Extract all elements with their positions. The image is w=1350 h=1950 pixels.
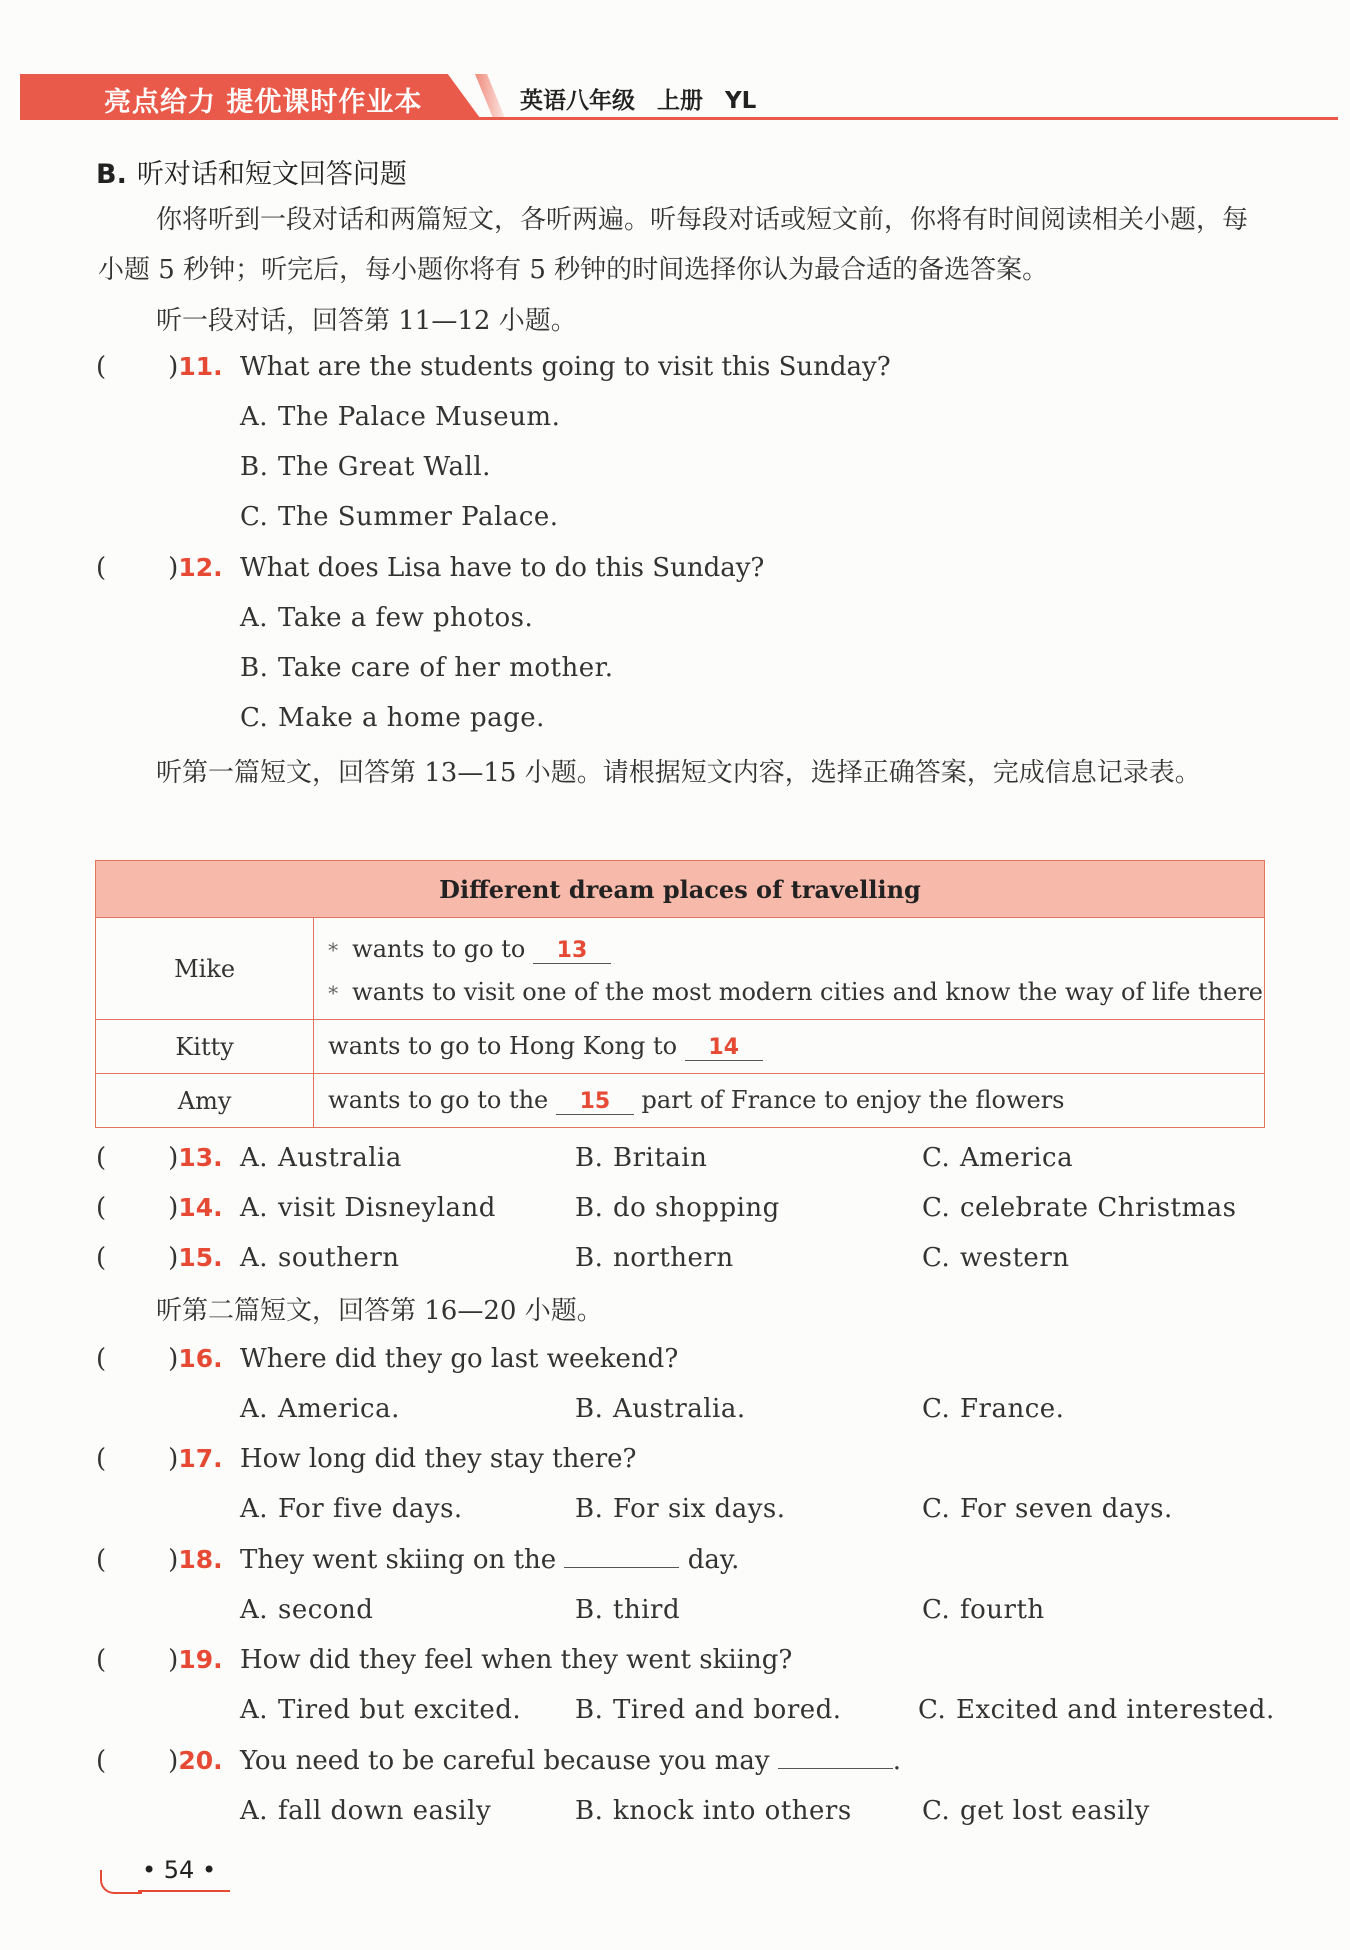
- q17-option-c[interactable]: C. For seven days.: [922, 1494, 1173, 1524]
- question-number: 18.: [178, 1545, 223, 1574]
- section-letter: B.: [96, 159, 127, 190]
- blank-13[interactable]: 13: [533, 939, 611, 964]
- answer-bracket-18[interactable]: ( )18.: [96, 1545, 223, 1575]
- q16-option-b[interactable]: B. Australia.: [575, 1394, 746, 1424]
- answer-blank[interactable]: [778, 1748, 893, 1769]
- question-11-text: What are the students going to visit this Sunday?: [240, 352, 891, 382]
- table-title: Different dream places of travelling: [96, 861, 1265, 918]
- question-number: 13.: [178, 1143, 223, 1172]
- q19-option-c[interactable]: C. Excited and interested.: [918, 1695, 1275, 1725]
- answer-bracket-20[interactable]: ( )20.: [96, 1746, 223, 1776]
- q11-option-c[interactable]: C. The Summer Palace.: [240, 502, 559, 532]
- header-band-edge: [475, 74, 505, 118]
- q11-option-b[interactable]: B. The Great Wall.: [240, 452, 491, 482]
- part1-intro: [98, 296, 1268, 346]
- q13-option-b[interactable]: B. Britain: [575, 1143, 708, 1173]
- part1-intro-text: 听一段对话，回答第 11—12 小题。: [156, 306, 577, 336]
- answer-bracket-11[interactable]: ( )11.: [96, 352, 223, 382]
- q15-option-c[interactable]: C. western: [922, 1243, 1070, 1273]
- answer-bracket-17[interactable]: ( )17.: [96, 1444, 223, 1474]
- q14-option-c[interactable]: C. celebrate Christmas: [922, 1193, 1237, 1223]
- answer-bracket-12[interactable]: ( )12.: [96, 553, 223, 583]
- q20-option-c[interactable]: C. get lost easily: [922, 1796, 1150, 1826]
- q16-option-a[interactable]: A. America.: [240, 1394, 400, 1424]
- table-name-amy: Amy: [96, 1074, 314, 1128]
- q19-option-b[interactable]: B. Tired and bored.: [575, 1695, 842, 1725]
- q11-option-a[interactable]: A. The Palace Museum.: [240, 402, 561, 432]
- question-number: 14.: [178, 1193, 223, 1222]
- table-name-mike: Mike: [96, 918, 314, 1020]
- q13-option-a[interactable]: A. Australia: [240, 1143, 402, 1173]
- question-number: 12.: [178, 553, 223, 582]
- page-number-rule: [138, 1890, 230, 1892]
- section-title: [96, 152, 407, 191]
- q12-option-c[interactable]: C. Make a home page.: [240, 703, 545, 733]
- q20-option-a[interactable]: A. fall down easily: [240, 1796, 492, 1826]
- answer-bracket-14[interactable]: ( )14.: [96, 1193, 223, 1223]
- page-header: [20, 74, 1338, 120]
- table-cell-mike: * wants to go to 13 * wants to visit one of the most modern cities and know the way of life there: [314, 918, 1265, 1020]
- q14-option-a[interactable]: A. visit Disneyland: [240, 1193, 496, 1223]
- q18-option-c[interactable]: C. fourth: [922, 1595, 1045, 1625]
- q16-option-c[interactable]: C. France.: [922, 1394, 1065, 1424]
- blank-14[interactable]: 14: [685, 1036, 763, 1061]
- instructions-text: 你将听到一段对话和两篇短文，各听两遍。听每段对话或短文前，你将有时间阅读相关小题，每小题 5 秒钟；听完后，每小题你将有 5 秒钟的时间选择你认为最合适的备选答案。: [98, 205, 1249, 285]
- question-number: 17.: [178, 1444, 223, 1473]
- q15-option-b[interactable]: B. northern: [575, 1243, 734, 1273]
- table-cell-kitty: wants to go to Hong Kong to 14: [314, 1020, 1265, 1074]
- info-record-table: [95, 860, 1265, 1128]
- question-number: 20.: [178, 1746, 223, 1775]
- blank-15[interactable]: 15: [556, 1090, 634, 1115]
- q17-option-b[interactable]: B. For six days.: [575, 1494, 786, 1524]
- table-name-kitty: Kitty: [96, 1020, 314, 1074]
- answer-blank[interactable]: [564, 1547, 679, 1568]
- question-19-text: How did they feel when they went skiing?: [240, 1645, 793, 1675]
- q20-option-b[interactable]: B. knock into others: [575, 1796, 852, 1826]
- section-title-text: 听对话和短文回答问题: [136, 159, 407, 190]
- page-number: [100, 1856, 230, 1892]
- part3-intro: [98, 1286, 1268, 1336]
- question-number: 15.: [178, 1243, 223, 1272]
- question-17-text: How long did they stay there?: [240, 1444, 637, 1474]
- instructions: [98, 195, 1268, 295]
- question-18-text: They went skiing on the day.: [240, 1545, 740, 1575]
- q19-option-a[interactable]: A. Tired but excited.: [240, 1695, 522, 1725]
- q18-option-a[interactable]: A. second: [240, 1595, 374, 1625]
- question-12-text: What does Lisa have to do this Sunday?: [240, 553, 765, 583]
- question-16-text: Where did they go last weekend?: [240, 1344, 679, 1374]
- q14-option-b[interactable]: B. do shopping: [575, 1193, 780, 1223]
- part3-intro-text: 听第二篇短文，回答第 16—20 小题。: [156, 1296, 603, 1326]
- brand-title: 亮点给力 提优课时作业本: [104, 87, 423, 118]
- q15-option-a[interactable]: A. southern: [240, 1243, 400, 1273]
- answer-bracket-16[interactable]: ( )16.: [96, 1344, 223, 1374]
- q17-option-a[interactable]: A. For five days.: [240, 1494, 463, 1524]
- table-cell-amy: wants to go to the 15 part of France to enjoy the flowers: [314, 1074, 1265, 1128]
- q12-option-a[interactable]: A. Take a few photos.: [240, 603, 534, 633]
- question-number: 11.: [178, 352, 223, 381]
- page-number-text: • 54 •: [142, 1856, 217, 1884]
- q12-option-b[interactable]: B. Take care of her mother.: [240, 653, 614, 683]
- question-number: 19.: [178, 1645, 223, 1674]
- answer-bracket-19[interactable]: ( )19.: [96, 1645, 223, 1675]
- question-20-text: You need to be careful because you may .: [240, 1746, 902, 1776]
- q13-option-c[interactable]: C. America: [922, 1143, 1074, 1173]
- part2-intro-text: 听第一篇短文，回答第 13—15 小题。请根据短文内容，选择正确答案，完成信息记录表。: [156, 758, 1201, 788]
- question-number: 16.: [178, 1344, 223, 1373]
- answer-bracket-15[interactable]: ( )15.: [96, 1243, 223, 1273]
- book-info: 英语八年级 上册 YL: [520, 88, 757, 114]
- q18-option-b[interactable]: B. third: [575, 1595, 681, 1625]
- answer-bracket-13[interactable]: ( )13.: [96, 1143, 223, 1173]
- page-number-ornament: [100, 1870, 142, 1894]
- part2-intro: [98, 748, 1268, 798]
